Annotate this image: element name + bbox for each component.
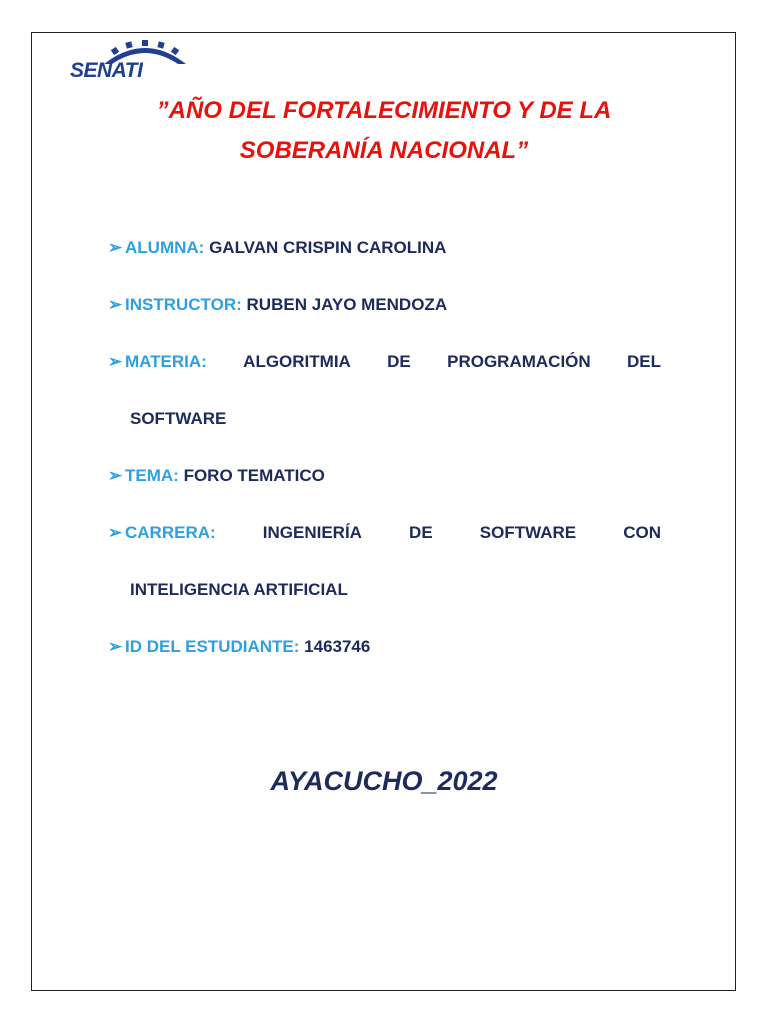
field-label: ALUMNA: bbox=[125, 238, 205, 257]
location-year: AYACUCHO_2022 bbox=[270, 766, 498, 796]
field-word: INGENIERÍA bbox=[262, 523, 362, 542]
field-label-group bbox=[108, 350, 207, 374]
arrow-bullet-icon: ➢ bbox=[108, 295, 123, 314]
arrow-bullet-icon: ➢ bbox=[108, 523, 123, 542]
field-value: FORO TEMATICO bbox=[183, 466, 325, 485]
arrow-bullet-icon: ➢ bbox=[108, 238, 123, 257]
title-line-1: ”AÑO DEL FORTALECIMIENTO Y DE LA bbox=[156, 97, 612, 124]
field-value: 1463746 bbox=[304, 637, 371, 656]
field-word: DEL bbox=[627, 352, 661, 371]
logo-wordmark: SENATI bbox=[70, 59, 143, 82]
field-value: RUBEN JAYO MENDOZA bbox=[246, 295, 448, 314]
field-label: MATERIA: bbox=[125, 352, 207, 371]
field-alumna bbox=[108, 236, 661, 260]
senati-logo bbox=[70, 40, 190, 84]
field-value: GALVAN CRISPIN CAROLINA bbox=[209, 238, 447, 257]
field-carrera bbox=[108, 521, 661, 545]
field-materia-continuation: SOFTWARE bbox=[130, 409, 227, 428]
field-student-id bbox=[108, 635, 661, 659]
field-label: TEMA: bbox=[125, 466, 179, 485]
field-tema bbox=[108, 464, 661, 488]
field-word: DE bbox=[387, 352, 411, 371]
field-word: SOFTWARE bbox=[479, 523, 577, 542]
title-line-2: SOBERANÍA NACIONAL” bbox=[239, 137, 529, 164]
field-instructor bbox=[108, 293, 661, 317]
field-label: INSTRUCTOR: bbox=[125, 295, 242, 314]
page-border bbox=[31, 32, 736, 991]
arrow-bullet-icon: ➢ bbox=[108, 352, 123, 371]
field-label: ID DEL ESTUDIANTE: bbox=[125, 637, 300, 656]
field-label-group bbox=[108, 521, 216, 545]
field-word: CON bbox=[623, 523, 661, 542]
field-word: DE bbox=[409, 523, 433, 542]
field-materia bbox=[108, 350, 661, 374]
field-label: CARRERA: bbox=[125, 523, 216, 542]
arrow-bullet-icon: ➢ bbox=[108, 637, 123, 656]
arrow-bullet-icon: ➢ bbox=[108, 466, 123, 485]
field-word: ALGORITMIA bbox=[243, 352, 351, 371]
field-carrera-continuation: INTELIGENCIA ARTIFICIAL bbox=[130, 580, 348, 599]
field-word: PROGRAMACIÓN bbox=[447, 352, 591, 371]
